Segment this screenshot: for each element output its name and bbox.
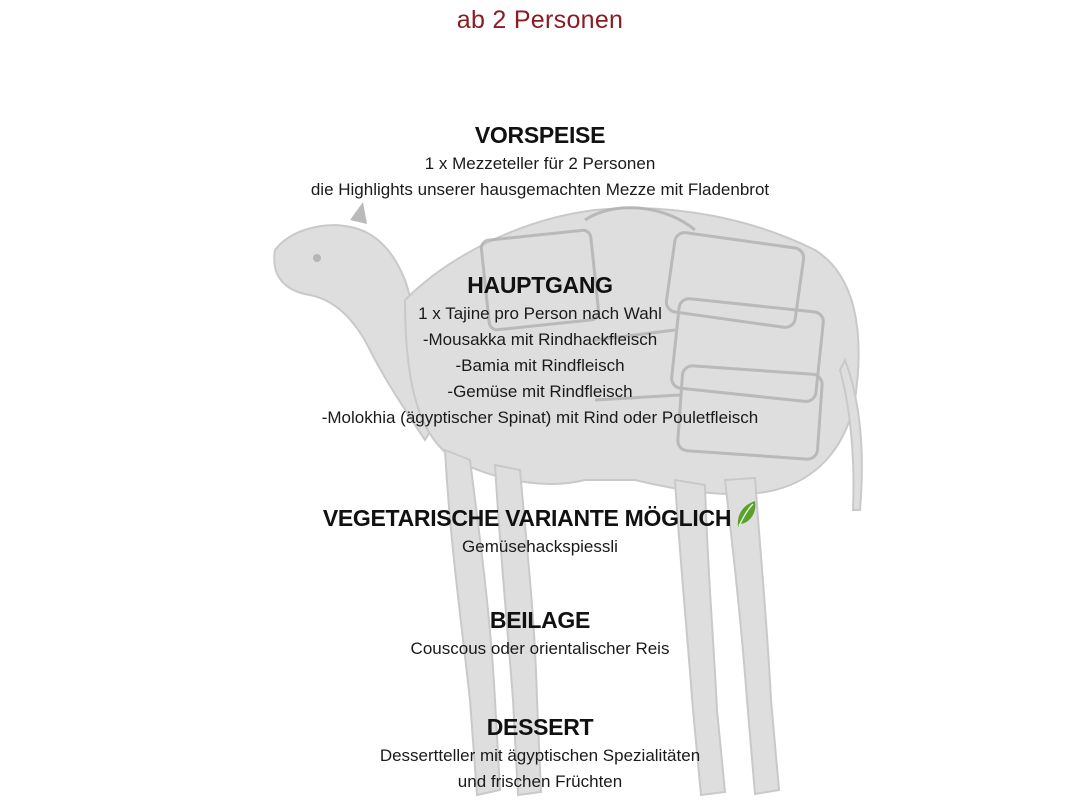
menu-line: -Bamia mit Rindfleisch	[455, 356, 625, 375]
menu-line: 1 x Tajine pro Person nach Wahl	[418, 304, 662, 323]
menu-line: 1 x Mezzeteller für 2 Personen	[424, 154, 656, 173]
leaf-icon	[735, 500, 757, 528]
section-hauptgang	[0, 270, 1080, 431]
section-beilage	[0, 605, 1080, 662]
menu-line: Dessertteller mit ägyptischen Spezialitäten	[379, 746, 701, 765]
menu-line: und frischen Früchten	[457, 772, 623, 791]
section-vorspeise	[0, 120, 1080, 203]
menu-subtitle: ab 2 Personen	[456, 6, 624, 34]
section-heading: DESSERT	[486, 714, 594, 740]
section-heading: HAUPTGANG	[467, 272, 613, 298]
section-heading: VORSPEISE	[474, 122, 606, 148]
menu-line: -Molokhia (ägyptischer Spinat) mit Rind oder Pouletfleisch	[321, 408, 759, 427]
menu-line: Gemüsehackspiessli	[462, 537, 618, 556]
menu-line: -Gemüse mit Rindfleisch	[447, 382, 633, 401]
menu-line: -Mousakka mit Rindhackfleisch	[422, 330, 658, 349]
menu-line: Couscous oder orientalischer Reis	[410, 639, 670, 658]
section-heading-row	[0, 500, 1080, 533]
menu-line: die Highlights unserer hausgemachten Mezze mit Fladenbrot	[310, 180, 770, 199]
section-heading: BEILAGE	[489, 607, 591, 633]
section-dessert	[0, 712, 1080, 795]
section-heading: VEGETARISCHE VARIANTE MÖGLICH	[322, 505, 732, 531]
section-vegetarisch	[0, 500, 1080, 560]
